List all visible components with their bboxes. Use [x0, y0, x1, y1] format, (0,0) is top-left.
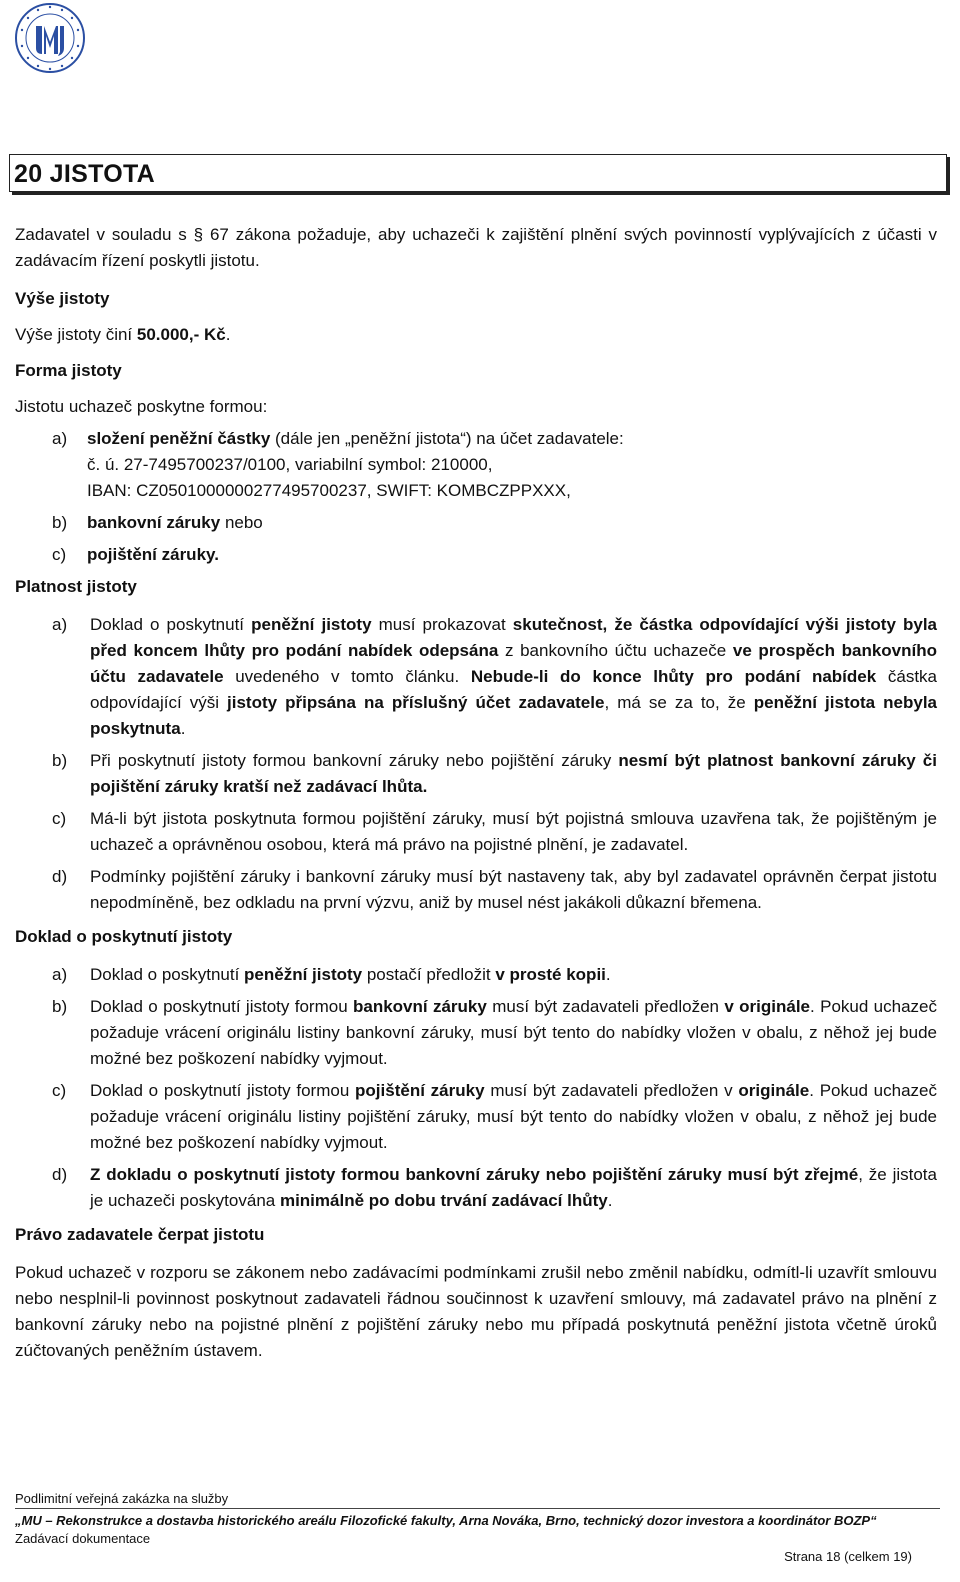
section-title: 20 JISTOTA — [14, 160, 156, 188]
heading-platnost-jistoty: Platnost jistoty — [15, 577, 137, 596]
page-number: Strana 18 (celkem 19) — [784, 1549, 912, 1564]
platnost-item-c: c) Má-li být jistota poskytnuta formou pojištění záruky, musí být pojistná smlouva uzavřena tak, že pojištěným je uchazeč a oprávněnou osobou, která má právo na pojistné plnění, je zadavatel. — [52, 809, 937, 854]
university-seal-icon — [14, 2, 86, 74]
heading-doklad: Doklad o poskytnutí jistoty — [15, 927, 233, 946]
intro-paragraph: Zadavatel v souladu s § 67 zákona požaduje, aby uchazeči k zajištění plnění svých povinností vyplývajících z účasti v zadávacím řízení poskytli jistotu. — [15, 225, 937, 270]
heading-pravo: Právo zadavatele čerpat jistotu — [15, 1225, 265, 1244]
footer-line-2: „MU – Rekonstrukce a dostavba historického areálu Filozofické fakulty, Arna Nováka, Brno, technický dozor investora a koordinátor BOZP“ — [15, 1513, 877, 1528]
doklad-item-a: a) Doklad o poskytnutí peněžní jistoty postačí předložit v prosté kopii. — [52, 965, 611, 984]
heading-forma-jistoty: Forma jistoty — [15, 361, 122, 380]
footer-line-3: Zadávací dokumentace — [15, 1531, 151, 1546]
doklad-item-d: d) Z dokladu o poskytnutí jistoty formou bankovní záruky nebo pojištění záruky musí být zřejmé, že jistota je uchazeči poskytována minimálně po dobu trvání zadávací lhůty. — [52, 1165, 937, 1210]
forma-item-b: b) bankovní záruky nebo — [52, 513, 263, 532]
forma-item-c: c) pojištění záruky. — [52, 545, 219, 564]
vyse-text: Výše jistoty činí 50.000,- Kč. — [15, 325, 231, 344]
platnost-item-b: b) Při poskytnutí jistoty formou bankovní záruky nebo pojištění záruky nesmí být platnost bankovní záruky či pojištění záruky kratší než zadávací lhůta. — [52, 751, 937, 796]
forma-item-a: a) složení peněžní částky (dále jen „peněžní jistota“) na účet zadavatele: č. ú. 27-7495700237/0100, variabilní symbol: 210000, IBAN: CZ0501000000277495700237, SWIFT: KOMBCZPPXXX, — [52, 429, 624, 500]
footer-rule — [15, 1508, 940, 1509]
platnost-item-a: a) Doklad o poskytnutí peněžní jistoty musí prokazovat skutečnost, že částka odpovídající výši jistoty byla před koncem lhůty pro podání nabídek odepsána z bankovního účtu uchazeče ve prospěch bankovního účtu zadavatele uvedeného v tomto článku. Nebude-li do konce lhůty pro podání nabídek částka odpovídající výši jistoty připsána na příslušný účet zadavatele, má se za to, že peněžní jistota nebyla poskytnuta. — [52, 615, 938, 738]
pravo-text: Pokud uchazeč v rozporu se zákonem nebo zadávacími podmínkami zrušil nebo změnil nabídku, odmítl-li uzavřít smlouvu nebo nesplnil-li povinnost poskytnout zadavateli řádnou součinnost k uzavření smlouvy, má zadavatel právo na plnění z bankovní záruky nebo na pojistné plnění z pojištění záruky nebo mu případá poskytnutá peněžní jistota včetně úroků zúčtovaných peněžním ústavem. — [15, 1263, 937, 1360]
heading-vyse-jistoty: Výše jistoty — [15, 289, 110, 308]
doklad-item-c: c) Doklad o poskytnutí jistoty formou pojištění záruky musí být zadavateli předložen v originále. Pokud uchazeč požaduje vrácení originálu listiny pojištění záruky, musí být tento do nabídky vložen v obalu, z něhož jej bude možné bez poškození nabídky vyjmout. — [52, 1081, 938, 1152]
forma-intro: Jistotu uchazeč poskytne formou: — [15, 397, 268, 416]
footer-line-1: Podlimitní veřejná zakázka na služby — [15, 1491, 229, 1506]
doklad-item-b: b) Doklad o poskytnutí jistoty formou bankovní záruky musí být zadavateli předložen v originále. Pokud uchazeč požaduje vrácení originálu listiny bankovní záruky, musí být tento do nabídky vložen v obalu, z něhož jej bude možné bez poškození nabídky vyjmout. — [52, 997, 937, 1068]
page-footer — [15, 1490, 940, 1548]
main-content — [15, 222, 937, 1364]
platnost-item-d: d) Podmínky pojištění záruky i bankovní záruky musí být nastaveny tak, aby byl zadavatel oprávněn čerpat jistotu nepodmíněně, bez odkladu na první výzvu, aniž by musel nést jakákoli důkazní břemena. — [52, 867, 937, 912]
